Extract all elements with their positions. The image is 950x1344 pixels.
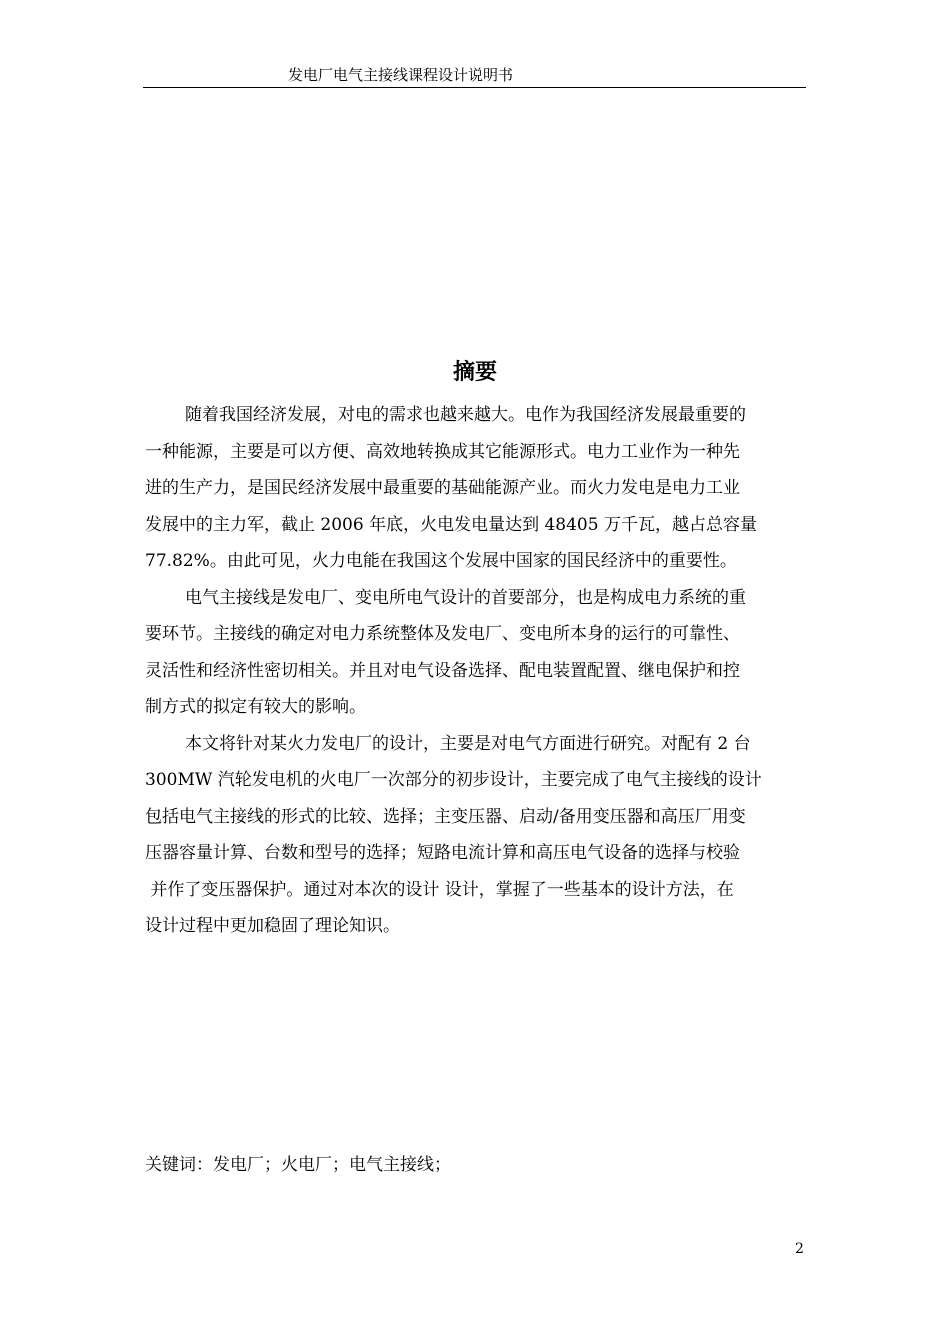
text-line: 300MW 汽轮发电机的火电厂一次部分的初步设计，主要完成了电气主接线的设计 xyxy=(145,770,762,790)
text-line: 设计过程中更加稳固了理论知识。 xyxy=(145,916,400,936)
abstract-paragraph-3 xyxy=(145,726,810,945)
text-line: 压器容量计算、台数和型号的选择；短路电流计算和高压电气设备的选择与校验 xyxy=(145,843,740,863)
text-line: 制方式的拟定有较大的影响。 xyxy=(145,697,366,717)
text-line: 进的生产力，是国民经济发展中最重要的基础能源产业。而火力发电是电力工业 xyxy=(145,478,740,498)
page-header xyxy=(143,64,806,88)
abstract-paragraph-1 xyxy=(145,397,810,580)
text-line: 电气主接线是发电厂、变电所电气设计的首要部分，也是构成电力系统的重 xyxy=(185,587,746,608)
text-line: 并作了变压器保护。通过对本次的设计 设计，掌握了一些基本的设计方法，在 xyxy=(145,879,734,900)
header-title: 发电厂电气主接线课程设计说明书 xyxy=(288,66,514,84)
page-number: 2 xyxy=(795,1241,804,1257)
text-line: 77.82%。由此可见，火力电能在我国这个发展中国家的国民经济中的重要性。 xyxy=(145,551,737,571)
text-line: 发展中的主力军，截止 2006 年底，火电发电量达到 48405 万千瓦，越占总容量 xyxy=(145,514,757,535)
text-line: 随着我国经济发展，对电的需求也越来越大。电作为我国经济发展最重要的 xyxy=(185,405,746,425)
abstract-body xyxy=(145,397,810,945)
text-line: 灵活性和经济性密切相关。并且对电气设备选择、配电装置配置、继电保护和控 xyxy=(145,660,740,681)
keywords: 关键词：发电厂；火电厂；电气主接线； xyxy=(145,1155,451,1175)
text-line: 要环节。主接线的确定对电力系统整体及发电厂、变电所本身的运行的可靠性、 xyxy=(145,624,740,644)
text-line: 本文将针对某火力发电厂的设计，主要是对电气方面进行研究。对配有 2 台 xyxy=(185,733,751,754)
text-line: 一种能源，主要是可以方便、高效地转换成其它能源形式。电力工业作为一种先 xyxy=(145,441,740,462)
abstract-paragraph-2 xyxy=(145,580,810,726)
text-line: 包括电气主接线的形式的比较、选择；主变压器、启动/备用变压器和高压厂用变 xyxy=(145,806,746,827)
abstract-title: 摘要 xyxy=(452,360,497,385)
